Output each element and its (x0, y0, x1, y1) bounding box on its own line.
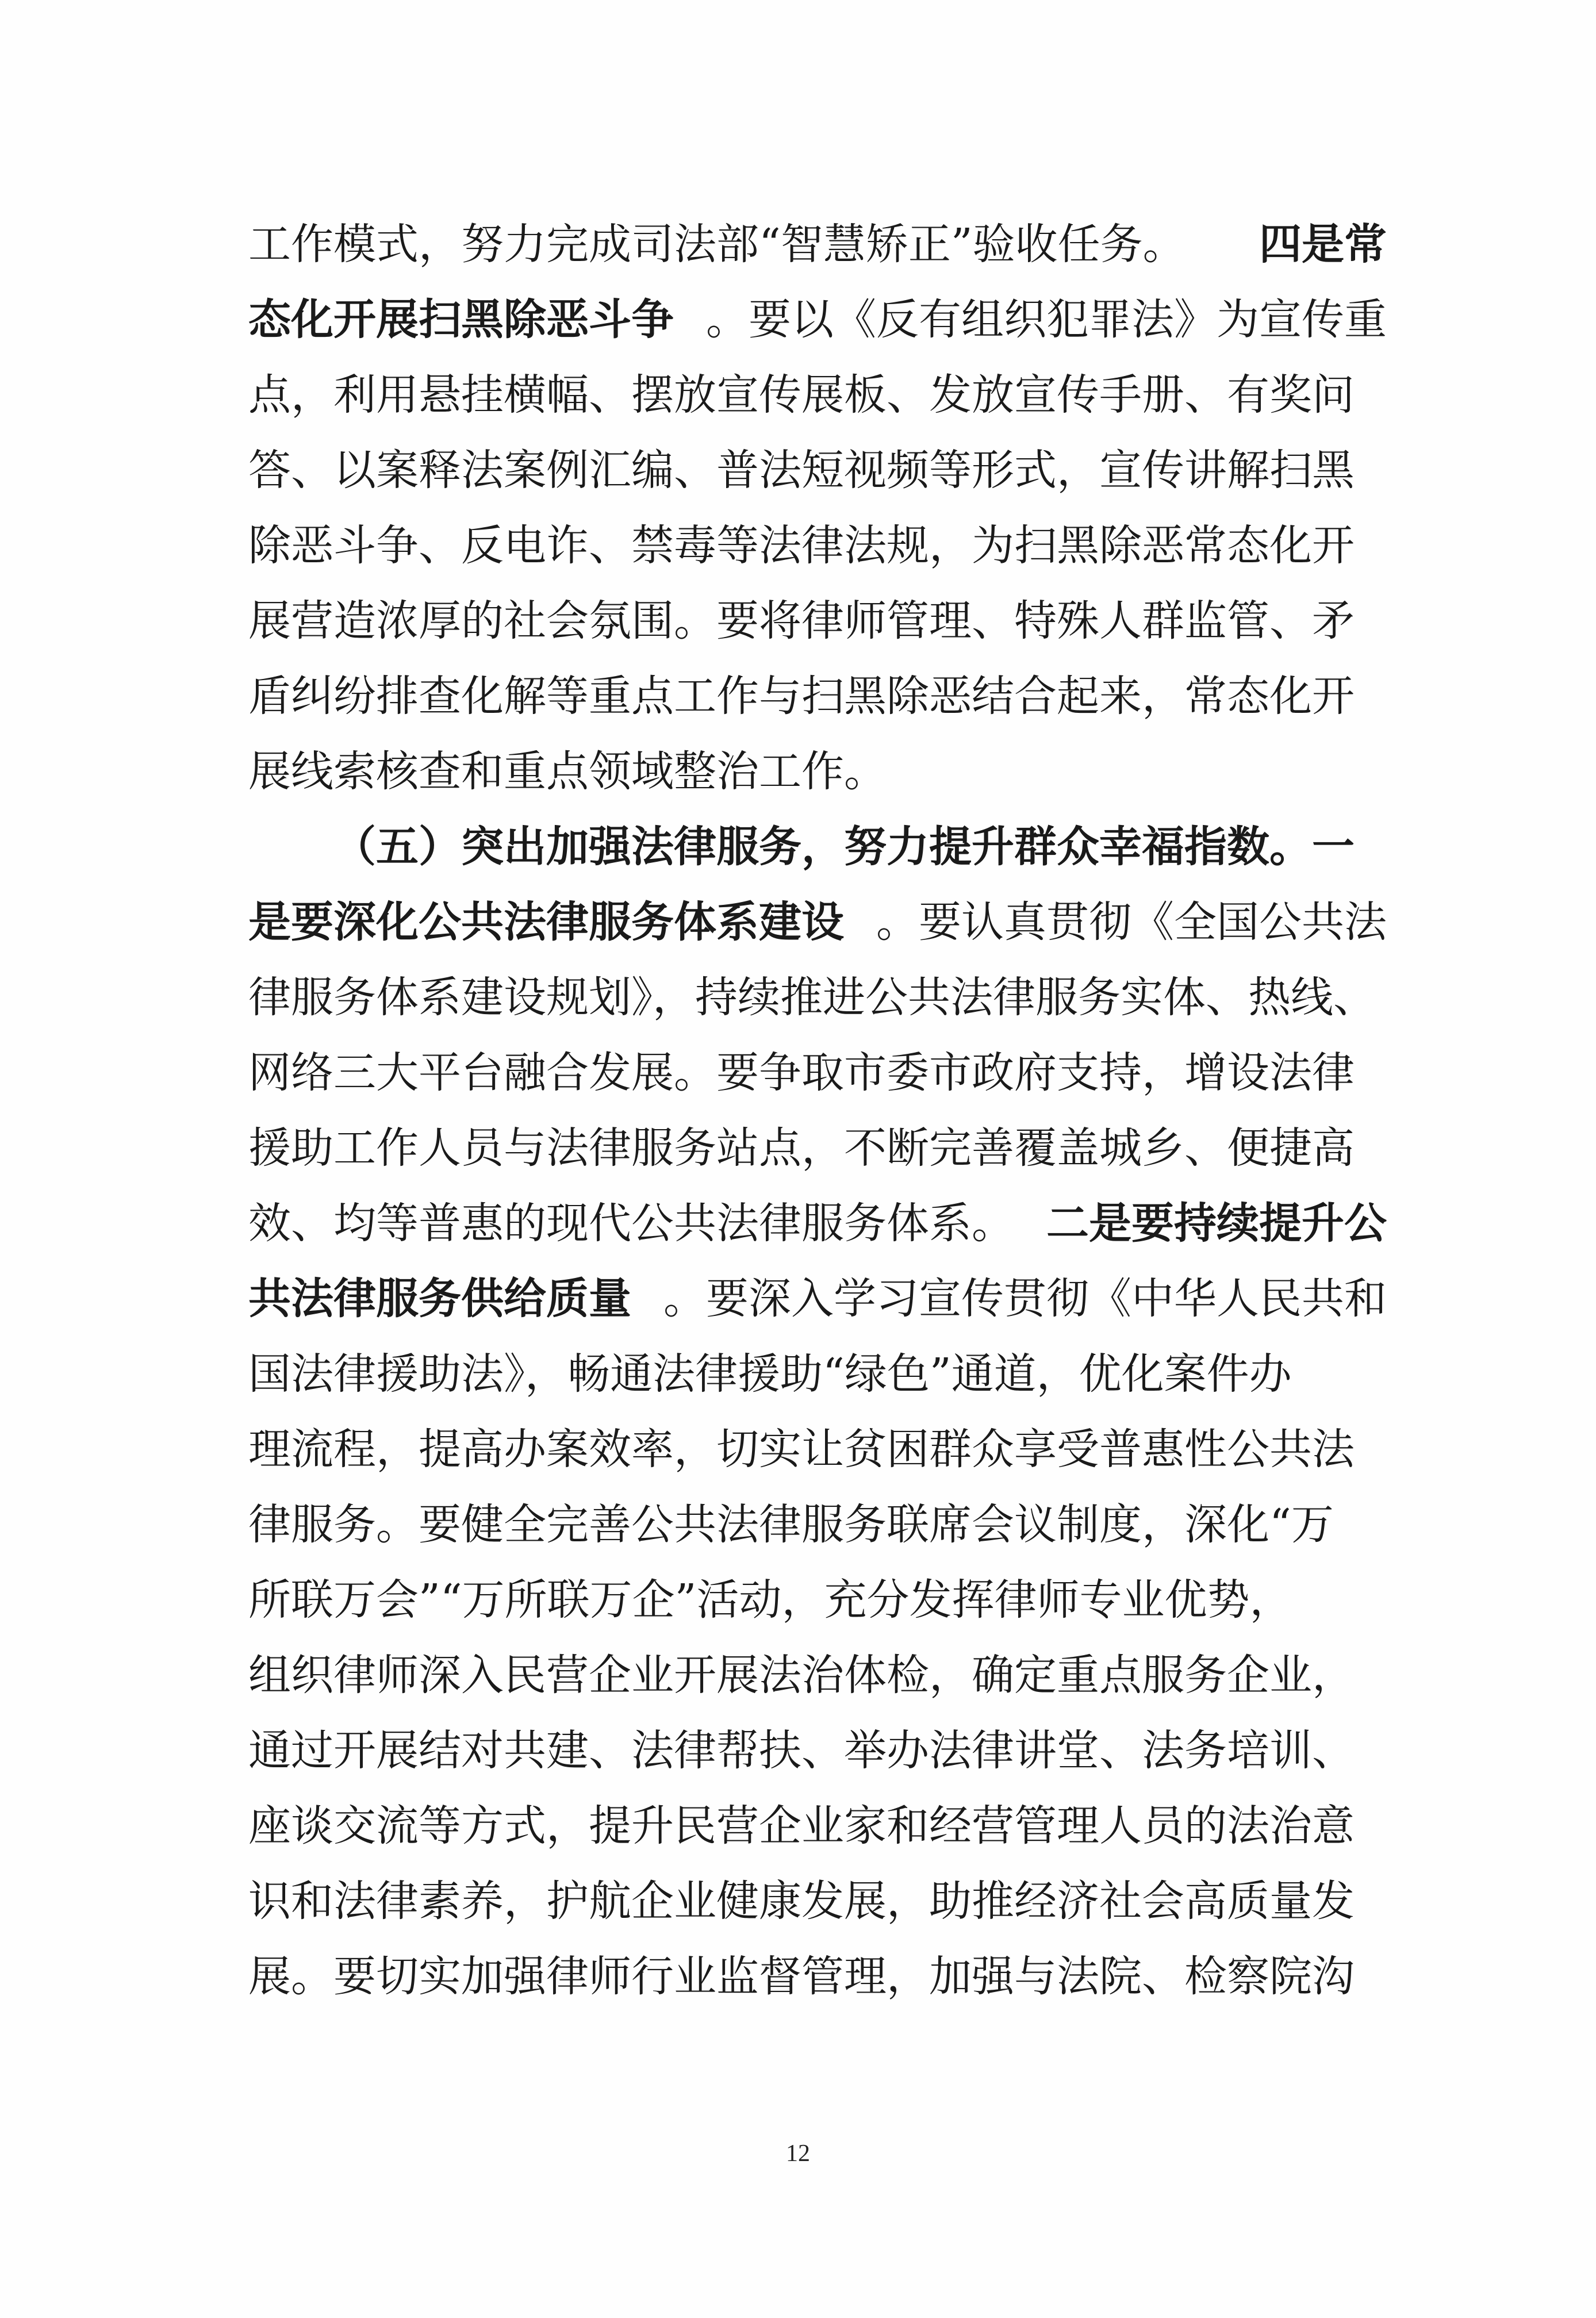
text-run: 。要深入学习宣传贯彻《中华人民共和 (663, 1274, 1387, 1323)
text-run: 。要以《反有组织犯罪法》为宣传重 (706, 295, 1387, 344)
text-line-15 (248, 1261, 1387, 1337)
text-run: 所联万会”“万所联万企”活动，充分发挥律师专业优势， (248, 1575, 1292, 1625)
bold-run: 是要深化公共法律服务体系建设 (248, 897, 844, 947)
text-line-23 (248, 1864, 1387, 1939)
text-line-4 (248, 433, 1387, 508)
text-line-1 (248, 207, 1387, 282)
text-run: 。要认真贯彻《全国公共法 (876, 897, 1387, 947)
text-line-8 (248, 734, 1387, 809)
text-line-14 (248, 1186, 1387, 1261)
body-text (248, 207, 1387, 2014)
text-run: 律服务。要健全完善公共法律服务联席会议制度，深化“万 (248, 1500, 1334, 1549)
section-heading: （五）突出加强法律服务，努力提升群众幸福指数。一 (333, 822, 1355, 872)
text-line-16 (248, 1337, 1387, 1412)
text-line-22 (248, 1789, 1387, 1864)
text-run: 援助工作人员与法律服务站点，不断完善覆盖城乡、便捷高 (248, 1123, 1355, 1173)
section-heading-line (248, 809, 1387, 885)
bold-run: 二是要持续提升公 (1046, 1199, 1387, 1248)
text-run: 盾纠纷排查化解等重点工作与扫黑除恶结合起来，常态化开 (248, 671, 1355, 721)
bold-run: 共法律服务供给质量 (248, 1274, 631, 1323)
text-line-2 (248, 282, 1387, 358)
text-run: 通过开展结对共建、法律帮扶、举办法律讲堂、法务培训、 (248, 1726, 1355, 1775)
text-run: 网络三大平台融合发展。要争取市委市政府支持，增设法律 (248, 1048, 1355, 1097)
text-line-13 (248, 1111, 1387, 1186)
text-run: 组织律师深入民营企业开展法治体检，确定重点服务企业， (248, 1651, 1355, 1700)
text-line-19 (248, 1563, 1387, 1638)
text-line-7 (248, 659, 1387, 734)
text-run: 答、以案释法案例汇编、普法短视频等形式，宣传讲解扫黑 (248, 446, 1355, 495)
text-line-17 (248, 1412, 1387, 1487)
bold-run: 四是常 (1259, 220, 1387, 269)
text-run: 识和法律素养，护航企业健康发展，助推经济社会高质量发 (248, 1876, 1355, 1926)
text-line-6 (248, 584, 1387, 659)
text-run: 展。要切实加强律师行业监督管理，加强与法院、检察院沟 (248, 1952, 1355, 2001)
text-run: 国法律援助法》，畅通法律援助“绿色”通道，优化案件办 (248, 1349, 1292, 1399)
text-line-5 (248, 508, 1387, 584)
text-run: 除恶斗争、反电诈、禁毒等法律法规，为扫黑除恶常态化开 (248, 521, 1355, 570)
text-run: 理流程，提高办案效率，切实让贫困群众享受普惠性公共法 (248, 1425, 1355, 1474)
text-line-21 (248, 1713, 1387, 1789)
text-run: 点，利用悬挂横幅、摆放宣传展板、发放宣传手册、有奖问 (248, 370, 1355, 420)
text-run: 工作模式，努力完成司法部“智慧矫正”验收任务。 (248, 220, 1186, 269)
text-run: 律服务体系建设规划》，持续推进公共法律服务实体、热线、 (248, 973, 1376, 1022)
text-run: 座谈交流等方式，提升民营企业家和经营管理人员的法治意 (248, 1801, 1355, 1851)
text-line-18 (248, 1487, 1387, 1563)
text-line-20 (248, 1638, 1387, 1713)
text-line-12 (248, 1035, 1387, 1111)
bold-run: 态化开展扫黑除恶斗争 (248, 295, 674, 344)
text-line-11 (248, 960, 1387, 1035)
text-line-10 (248, 885, 1387, 960)
text-run: 效、均等普惠的现代公共法律服务体系。 (248, 1199, 1014, 1248)
text-line-24 (248, 1939, 1387, 2014)
page-number: 12 (786, 2140, 810, 2167)
text-line-3 (248, 358, 1387, 433)
text-run: 展营造浓厚的社会氛围。要将律师管理、特殊人群监管、矛 (248, 596, 1355, 646)
text-run: 展线索核查和重点领域整治工作。 (248, 747, 887, 796)
